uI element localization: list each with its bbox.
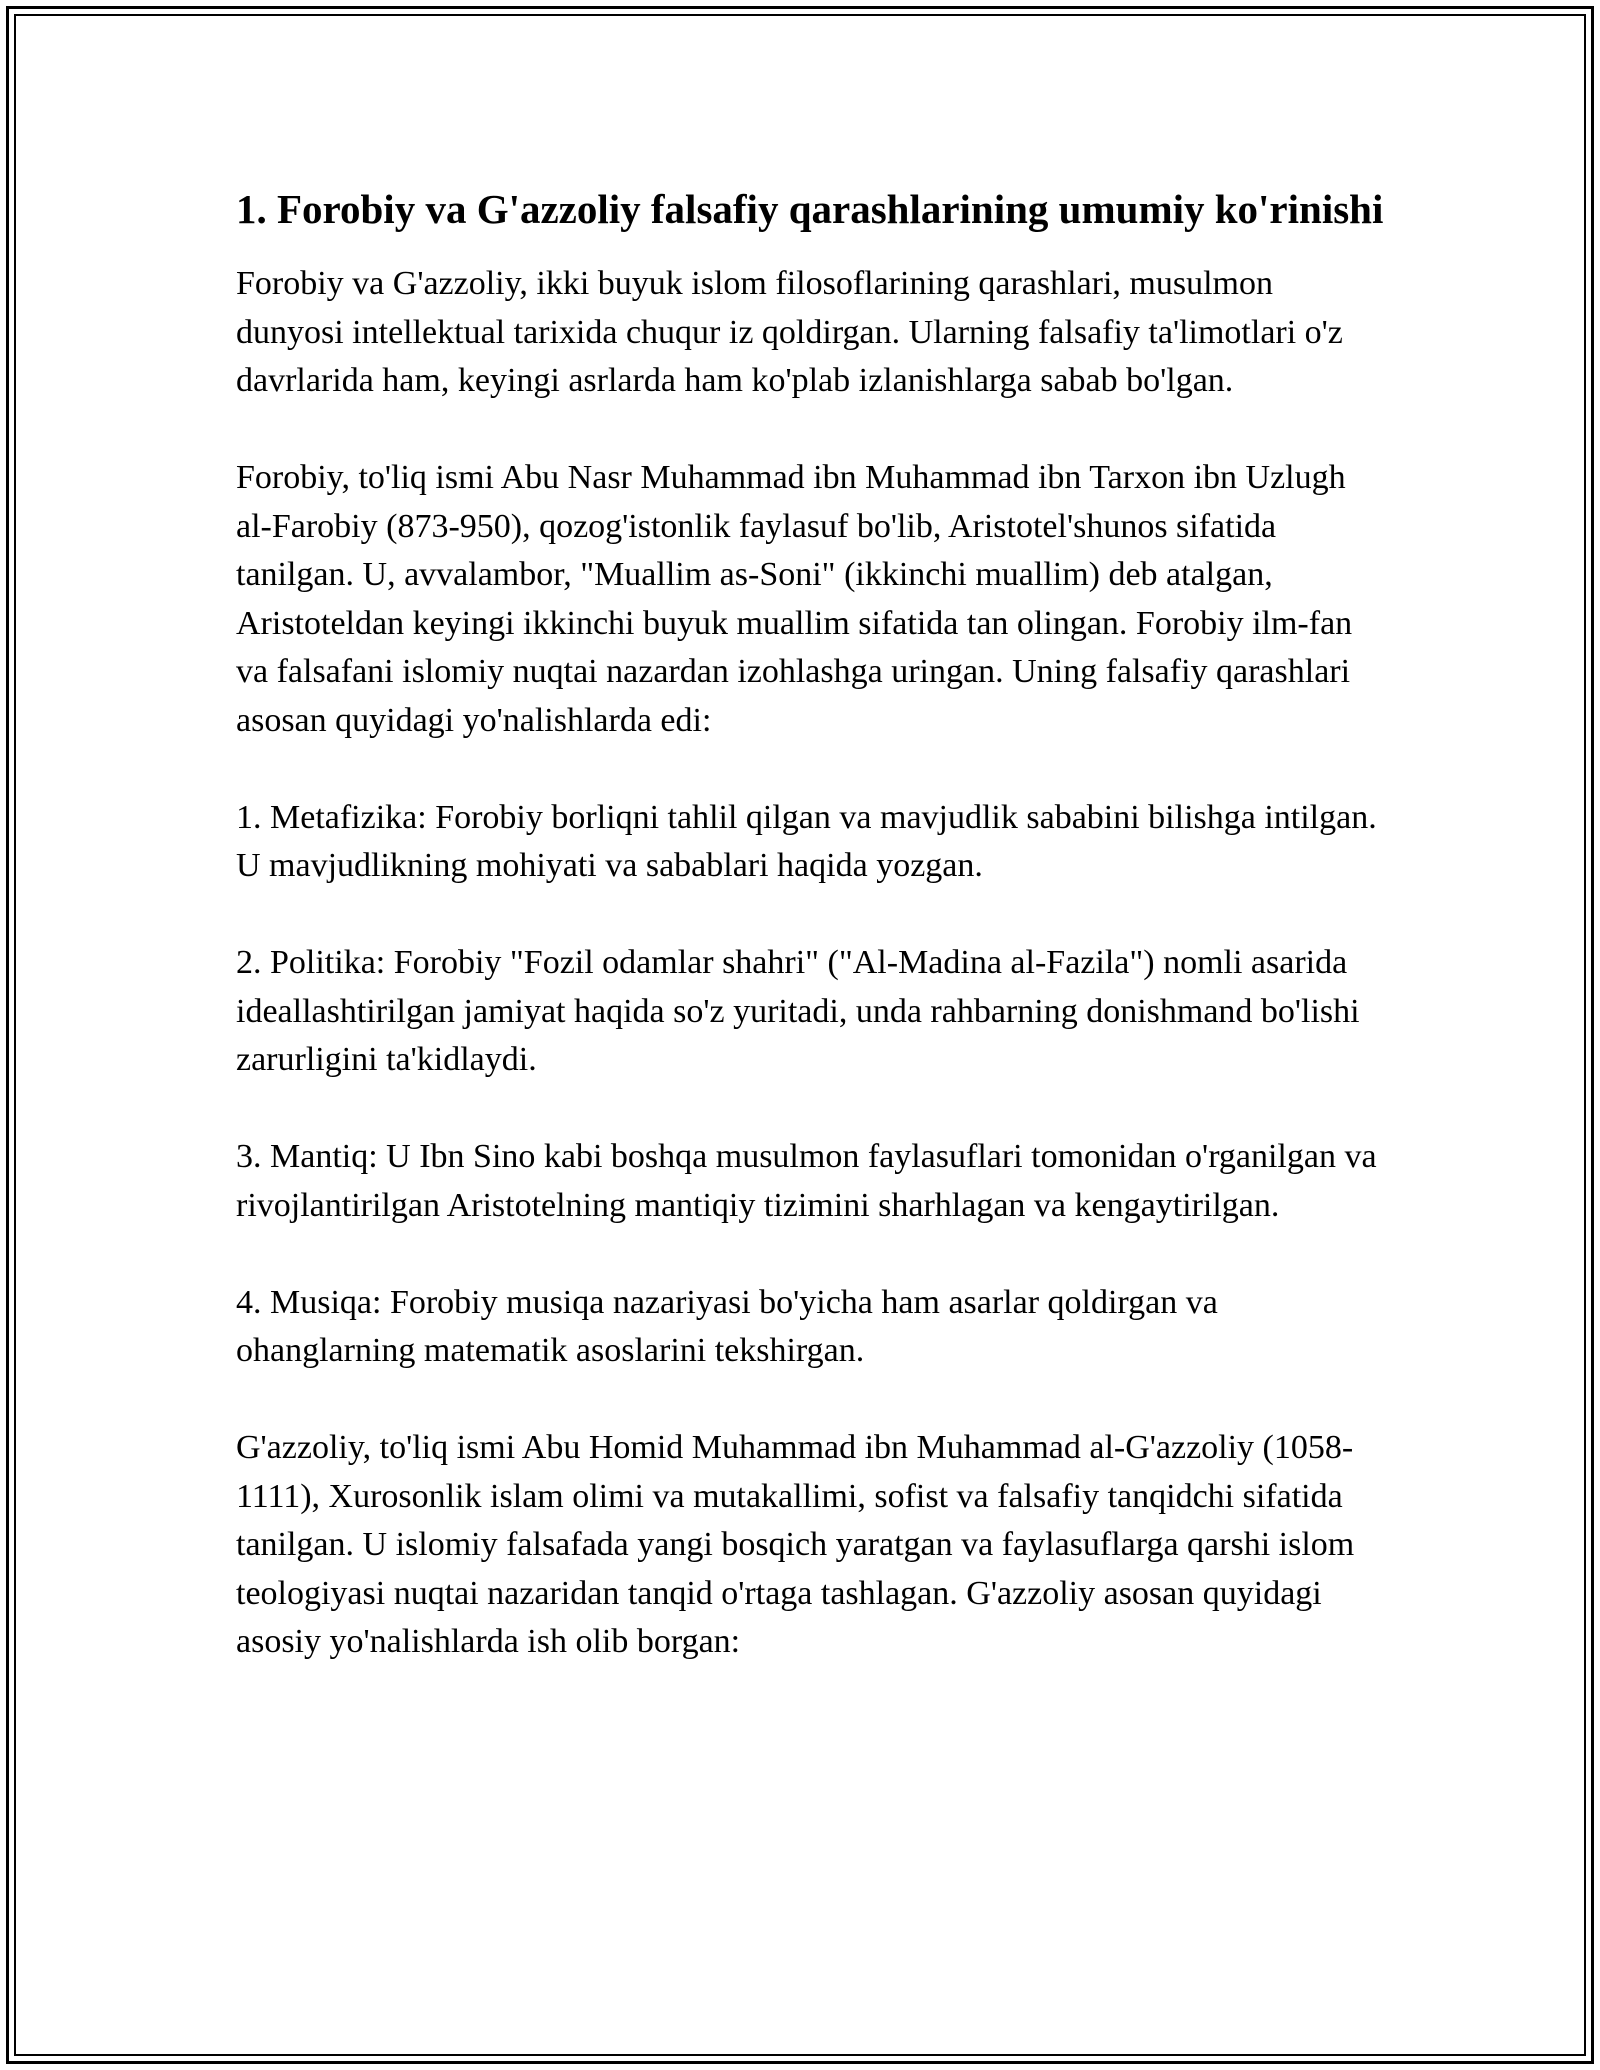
paragraph-mantiq: 3. Mantiq: U Ibn Sino kabi boshqa musulmon faylasuflari tomonidan o'rganilgan va rivojlantirilgan Aristotelning mantiqiy tizimini sharhlagan va kengaytirilgan. (236, 1138, 1377, 1224)
paragraph-intro: Forobiy va G'azzoliy, ikki buyuk islom filosoflarining qarashlari, musulmon dunyosi intellektual tarixida chuqur iz qoldirgan. Ularning falsafiy ta'limotlari o'z davrlarida ham, keyingi asrlarda ham ko'plab izlanishlarga sabab bo'lgan. (236, 265, 1343, 399)
paragraph-gazzoliy: G'azzoliy, to'liq ismi Abu Homid Muhammad ibn Muhammad al-G'azzoliy (1058-1111), Xurosonlik islam olimi va mutakallimi, sofist va falsafiy tanqidchi sifatida tanilgan. U islomiy falsafada yangi bosqich yaratgan va faylasuflarga qarshi islom teologiyasi nuqtai nazaridan tanqid o'rtaga tashlagan. G'azzoliy asosan quyidagi asosiy yo'nalishlarda ish olib borgan: (236, 1429, 1355, 1660)
document-body (236, 182, 1386, 1667)
paragraph-forobiy: Forobiy, to'liq ismi Abu Nasr Muhammad ibn Muhammad ibn Tarxon ibn Uzlugh al-Farobiy (873-950), qozog'istonlik faylasuf bo'lib, Aristotel'shunos sifatida tanilgan. U, avvalambor, "Muallim as-Soni" (ikkinchi muallim) deb atalgan, Aristoteldan keyingi ikkinchi buyuk muallim sifatida tan olingan. Forobiy ilm-fan va falsafani islomiy nuqtai nazardan izohlashga uringan. Uning falsafiy qarashlari asosan quyidagi yo'nalishlarda edi: (236, 459, 1353, 739)
paragraph-politika: 2. Politika: Forobiy "Fozil odamlar shahri" ("Al-Madina al-Fazila") nomli asarida ideallashtirilgan jamiyat haqida so'z yuritadi, unda rahbarning donishmand bo'lishi zarurligini ta'kidlaydi. (236, 944, 1360, 1078)
section-heading: 1. Forobiy va G'azzoliy falsafiy qarashlarining umumiy ko'rinishi (236, 186, 1384, 232)
paragraph-metafizika: 1. Metafizika: Forobiy borliqni tahlil qilgan va mavjudlik sababini bilishga intilgan. U mavjudlikning mohiyati va sabablari haqida yozgan. (236, 798, 1377, 884)
paragraph-musiqa: 4. Musiqa: Forobiy musiqa nazariyasi bo'yicha ham asarlar qoldirgan va ohanglarning matematik asoslarini tekshirgan. (236, 1283, 1218, 1369)
